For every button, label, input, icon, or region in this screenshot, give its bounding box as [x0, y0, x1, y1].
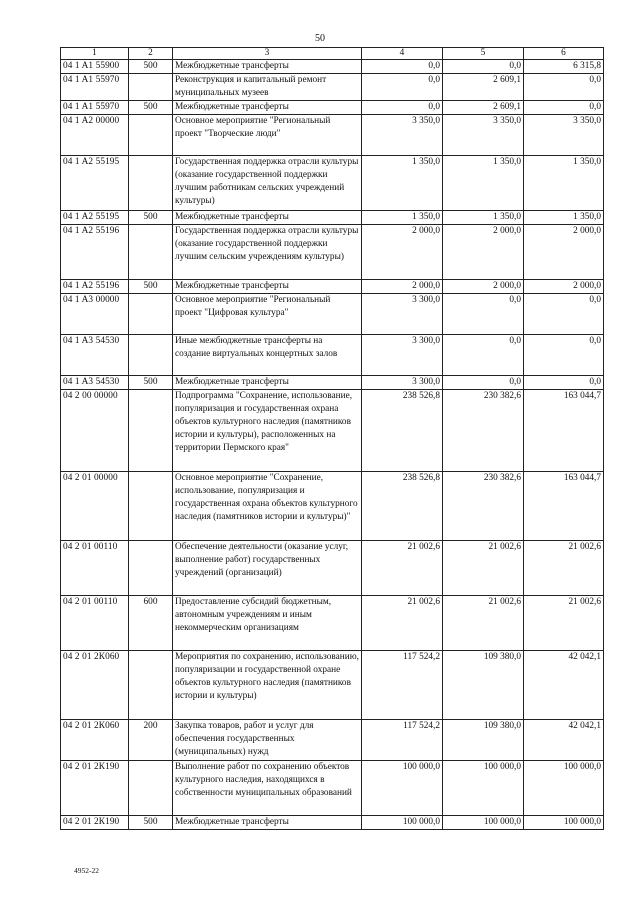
- value-col-5-cell: 100 000,0: [443, 761, 524, 816]
- value-col-5-cell: 0,0: [443, 294, 524, 335]
- table-row: [61, 115, 604, 156]
- code-cell: 04 2 01 00110: [61, 596, 129, 651]
- table-row: [61, 211, 604, 225]
- value-col-6-cell: 42 042,1: [524, 720, 604, 761]
- value-col-6-cell: 0,0: [524, 74, 604, 101]
- table-body: [61, 60, 604, 830]
- value-col-6-cell: 0,0: [524, 376, 604, 390]
- value-col-5-cell: 2 000,0: [443, 280, 524, 294]
- code-cell: 04 1 A1 55970: [61, 74, 129, 101]
- value-col-5-cell: 21 002,6: [443, 596, 524, 651]
- code-cell: 04 2 01 2К190: [61, 761, 129, 816]
- value-col-5-cell: 2 000,0: [443, 225, 524, 280]
- value-col-6-cell: 100 000,0: [524, 761, 604, 816]
- value-col-5-cell: 21 002,6: [443, 541, 524, 596]
- budget-table: [60, 47, 604, 830]
- expense-type-cell: 500: [129, 816, 173, 830]
- description-cell: Государственная поддержка отрасли культуры (оказание государственной поддержки лучшим работникам сельских учреждений культуры): [173, 156, 362, 211]
- description-cell: Межбюджетные трансферты: [173, 816, 362, 830]
- value-col-4-cell: 100 000,0: [362, 816, 443, 830]
- expense-type-cell: 500: [129, 211, 173, 225]
- table-row: [61, 294, 604, 335]
- description-cell: Реконструкция и капитальный ремонт муниципальных музеев: [173, 74, 362, 101]
- value-col-6-cell: 163 044,7: [524, 390, 604, 472]
- value-col-4-cell: 0,0: [362, 101, 443, 115]
- code-cell: 04 2 00 00000: [61, 390, 129, 472]
- code-cell: 04 2 01 2К060: [61, 651, 129, 720]
- description-cell: Выполнение работ по сохранению объектов культурного наследия, находящихся в собственности муниципальных образований: [173, 761, 362, 816]
- description-cell: Закупка товаров, работ и услуг для обеспечения государственных (муниципальных) нужд: [173, 720, 362, 761]
- value-col-6-cell: 1 350,0: [524, 156, 604, 211]
- value-col-4-cell: 3 300,0: [362, 335, 443, 376]
- description-cell: Обеспечение деятельности (оказание услуг, выполнение работ) государственных учреждений (организаций): [173, 541, 362, 596]
- document-code: 4952-22: [74, 866, 99, 875]
- value-col-5-cell: 2 609,1: [443, 74, 524, 101]
- value-col-6-cell: 6 315,8: [524, 60, 604, 74]
- expense-type-cell: [129, 115, 173, 156]
- value-col-5-cell: 100 000,0: [443, 816, 524, 830]
- table-row: [61, 280, 604, 294]
- value-col-4-cell: 238 526,8: [362, 472, 443, 541]
- description-cell: Межбюджетные трансферты: [173, 211, 362, 225]
- code-cell: 04 1 A2 55196: [61, 225, 129, 280]
- value-col-5-cell: 0,0: [443, 335, 524, 376]
- code-cell: 04 1 A1 55900: [61, 60, 129, 74]
- description-cell: Предоставление субсидий бюджетным, автономным учреждениям и иным некоммерческим организациям: [173, 596, 362, 651]
- table-row: [61, 156, 604, 211]
- value-col-6-cell: 2 000,0: [524, 225, 604, 280]
- table-row: [61, 720, 604, 761]
- value-col-6-cell: 42 042,1: [524, 651, 604, 720]
- value-col-4-cell: 100 000,0: [362, 761, 443, 816]
- description-cell: Основное мероприятие "Региональный проект "Цифровая культура": [173, 294, 362, 335]
- header-col-3: 3: [173, 48, 362, 60]
- value-col-6-cell: 163 044,7: [524, 472, 604, 541]
- value-col-5-cell: 230 382,6: [443, 472, 524, 541]
- value-col-6-cell: 0,0: [524, 335, 604, 376]
- value-col-4-cell: 3 300,0: [362, 294, 443, 335]
- header-col-4: 4: [362, 48, 443, 60]
- value-col-4-cell: 1 350,0: [362, 156, 443, 211]
- expense-type-cell: [129, 541, 173, 596]
- description-cell: Межбюджетные трансферты: [173, 280, 362, 294]
- value-col-6-cell: 3 350,0: [524, 115, 604, 156]
- value-col-6-cell: 100 000,0: [524, 816, 604, 830]
- expense-type-cell: 500: [129, 60, 173, 74]
- value-col-5-cell: 0,0: [443, 376, 524, 390]
- value-col-4-cell: 21 002,6: [362, 541, 443, 596]
- value-col-6-cell: 1 350,0: [524, 211, 604, 225]
- expense-type-cell: 600: [129, 596, 173, 651]
- value-col-4-cell: 21 002,6: [362, 596, 443, 651]
- table-row: [61, 651, 604, 720]
- value-col-6-cell: 21 002,6: [524, 596, 604, 651]
- expense-type-cell: [129, 651, 173, 720]
- expense-type-cell: [129, 74, 173, 101]
- header-col-2: 2: [129, 48, 173, 60]
- expense-type-cell: [129, 225, 173, 280]
- code-cell: 04 2 01 00110: [61, 541, 129, 596]
- expense-type-cell: [129, 335, 173, 376]
- value-col-4-cell: 117 524,2: [362, 651, 443, 720]
- value-col-6-cell: 21 002,6: [524, 541, 604, 596]
- code-cell: 04 1 A3 00000: [61, 294, 129, 335]
- table-row: [61, 472, 604, 541]
- code-cell: 04 1 A2 00000: [61, 115, 129, 156]
- expense-type-cell: [129, 761, 173, 816]
- code-cell: 04 2 01 2К060: [61, 720, 129, 761]
- description-cell: Мероприятия по сохранению, использованию, популяризации и государственной охране объектов культурного наследия (памятников истории и культуры): [173, 651, 362, 720]
- value-col-5-cell: 1 350,0: [443, 156, 524, 211]
- code-cell: 04 2 01 00000: [61, 472, 129, 541]
- header-col-5: 5: [443, 48, 524, 60]
- value-col-6-cell: 2 000,0: [524, 280, 604, 294]
- table-row: [61, 390, 604, 472]
- value-col-6-cell: 0,0: [524, 294, 604, 335]
- table-row: [61, 596, 604, 651]
- expense-type-cell: [129, 390, 173, 472]
- code-cell: 04 1 A2 55195: [61, 211, 129, 225]
- expense-type-cell: [129, 156, 173, 211]
- value-col-4-cell: 0,0: [362, 74, 443, 101]
- table-row: [61, 60, 604, 74]
- table-row: [61, 335, 604, 376]
- table-header-row: [61, 48, 604, 60]
- table-row: [61, 101, 604, 115]
- expense-type-cell: [129, 294, 173, 335]
- table-row: [61, 74, 604, 101]
- value-col-4-cell: 3 350,0: [362, 115, 443, 156]
- table-row: [61, 541, 604, 596]
- code-cell: 04 1 A3 54530: [61, 376, 129, 390]
- code-cell: 04 1 A2 55195: [61, 156, 129, 211]
- expense-type-cell: 200: [129, 720, 173, 761]
- header-col-6: 6: [524, 48, 604, 60]
- value-col-5-cell: 2 609,1: [443, 101, 524, 115]
- value-col-5-cell: 109 380,0: [443, 720, 524, 761]
- expense-type-cell: 500: [129, 376, 173, 390]
- table-row: [61, 761, 604, 816]
- value-col-5-cell: 109 380,0: [443, 651, 524, 720]
- value-col-4-cell: 0,0: [362, 60, 443, 74]
- value-col-6-cell: 0,0: [524, 101, 604, 115]
- code-cell: 04 1 A1 55970: [61, 101, 129, 115]
- expense-type-cell: [129, 472, 173, 541]
- code-cell: 04 2 01 2К190: [61, 816, 129, 830]
- table-row: [61, 816, 604, 830]
- description-cell: Основное мероприятие "Сохранение, использование, популяризация и государственная охрана объектов культурного наследия (памятников истории и культуры)": [173, 472, 362, 541]
- description-cell: Межбюджетные трансферты: [173, 101, 362, 115]
- value-col-4-cell: 238 526,8: [362, 390, 443, 472]
- value-col-5-cell: 1 350,0: [443, 211, 524, 225]
- value-col-4-cell: 117 524,2: [362, 720, 443, 761]
- value-col-4-cell: 1 350,0: [362, 211, 443, 225]
- description-cell: Государственная поддержка отрасли культуры (оказание государственной поддержки лучшим сельским учреждениям культуры): [173, 225, 362, 280]
- value-col-4-cell: 2 000,0: [362, 225, 443, 280]
- value-col-4-cell: 3 300,0: [362, 376, 443, 390]
- table-row: [61, 376, 604, 390]
- description-cell: Межбюджетные трансферты: [173, 376, 362, 390]
- expense-type-cell: 500: [129, 280, 173, 294]
- description-cell: Основное мероприятие "Региональный проект "Творческие люди": [173, 115, 362, 156]
- description-cell: Подпрограмма "Сохранение, использование, популяризация и государственная охрана объектов культурного наследия (памятников истории и культуры), расположенных на территории Пермского края": [173, 390, 362, 472]
- table-row: [61, 225, 604, 280]
- description-cell: Межбюджетные трансферты: [173, 60, 362, 74]
- code-cell: 04 1 A2 55196: [61, 280, 129, 294]
- header-col-1: 1: [61, 48, 129, 60]
- expense-type-cell: 500: [129, 101, 173, 115]
- value-col-5-cell: 0,0: [443, 60, 524, 74]
- page-number: 50: [315, 33, 325, 44]
- description-cell: Иные межбюджетные трансферты на создание виртуальных концертных залов: [173, 335, 362, 376]
- value-col-5-cell: 230 382,6: [443, 390, 524, 472]
- value-col-4-cell: 2 000,0: [362, 280, 443, 294]
- code-cell: 04 1 A3 54530: [61, 335, 129, 376]
- value-col-5-cell: 3 350,0: [443, 115, 524, 156]
